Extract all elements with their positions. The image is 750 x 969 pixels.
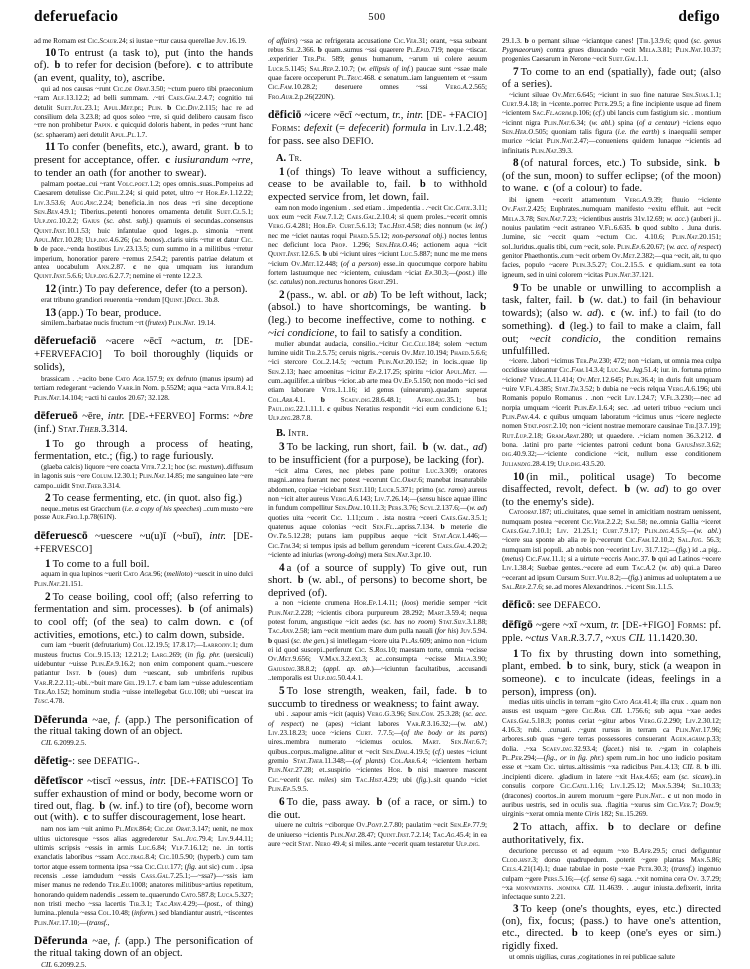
citation-block: a non ~iciente crumena Hor.Ep.1.4.11; (loos) meridie semper ~icit Plin.Nat.2.228; ~icientis cibora purpureum 28.292; Mart.3.59.4; nequa potest forum, angustique ~icit aedes (sc. has no room) Stat.Silv.3.1.88; Tac.Ann.2.58; iam ~ecit mentium mare dum pulla nauali (for his) Juv.5.94. b quasi (sc. the gen.) si intellegam ~icere uita Pl.As.609; animo non ~icium ei id quod suscepi..perferunt Cic. S.Ros.10; maestam torte, omnia ~ecisse Ov.Met.9.656; V.Max.3.2.ext.3; ac..consumpta ~ecisse Mela.3.90; Gaiusdig.38.8.2; (appl. ap. ab.)—~iciuntun facultatibus, .accusandi ..temporalis est Ulp.dig.50.4.4.1.	[268, 598, 488, 682]
citation-block: 29.1.3. b o pernant siluae ~iciantque canes! [Tib.].3.9.6; quod (sc. genus Pygmaeorum) contra grues diuucando ~ecit Mela.3.81; Plin.Nat.10.37; progenies Caesarum in Nerone ~ecit Suet.Gal.1.1.	[502, 35, 721, 64]
citation-block: neque..metus est Gracchum (i.e. a copy of his speeches) ..cum musto ~ere posse Aur.Fro.1.p.78(61N).	[34, 503, 253, 522]
citation-block: CIL 6.2099.2.5.	[41, 959, 87, 969]
citation-block: ~icere. .labori ~icimus Ter.Ph.230; 472; non ~iciam, ut omnia mea culpa occidisse uideantur Cic.Fam.14.3.4; Luc.Sal.Jug.51.4; iur. in. fortuna primo ~icione? Verg.A.11.414; Ov.Met.12.645; Plin.36.4; in duris fuit umquam ~uire V.Fl.4.385; Stat.Th.3.52; b dubia ne ~ecis relqua Verg.A.6.196; ubi Romanis populo Romanus . .non ~ecit Liv.1.24.7; V.Fl.3.230;—nec ad norpia umquam ~icerit Plin.Ep.1.6.4; sec. .ad ueteri tribuo ~ecium unci Plin.Pan.4.4. c quibus umquam laboratum ~icimus unus ~icere neglecte nomen Stat.post.2.10; non ~icient nostrae memorare causinae Tib.[3.7.19]; Rut.Lup.2.18; Gram.Arat.280; ut quaedere. .~iciam nomen 36.3.212. d bona. .latini pro parte ~icientes patroni cedunt bona GaiusInst.3.62; dig.40.9.32;—~iciente condicione ~icit, nullum esse conditionem Juliandig.28.4.19; Ulp.dig.43.5.20.	[502, 356, 721, 468]
column-middle	[268, 36, 487, 954]
sense-definition: 2 To cease fermenting, etc. (in quot. also fig.)	[45, 492, 242, 505]
sense-number: 4	[279, 561, 285, 574]
dictionary-headword-entry: dēferueō ~ēre, intr. [DE-+FERVEO] Forms: ~bre (inf.) Stat.Theb.3.314.	[34, 409, 253, 436]
sense-number: 3	[513, 903, 519, 916]
cross-reference-entry: dēficō: see DEFAECO.	[502, 598, 601, 612]
sense-definition: 3 To be lacking, run short, fail. b (w. dat., ad) to be insufficient (for a purpose), be lacking (for).	[268, 441, 487, 467]
citation-block: CIL 6.2099.2.5.	[41, 738, 87, 748]
running-head	[34, 8, 720, 30]
sense-definition: 10 (in mil., political usage) To become disaffected, revolt, defect. b (w. ad) to go over (to the enemy's side).	[502, 470, 721, 508]
sense-definition: 3 To keep (one's thoughts, eyes, etc.) directed (on), fix, focus; (pass.) to have one's attention, etc., directed. b to keep (one's eyes or sim.) rigidly fixed.	[502, 903, 721, 953]
citation-block: mulier abundat audacia, consilio..~icitur Cic.Clu.184; solem ~ectum lumine uidit Tib.2.5.75; ceruis nigris..~ceruis Ov.Met.10.194; Phaed.5.6.6; ~ici stercore Col.2.14.5; ~ectum Plin.Nat.20.152; in locis..quae lip Sen.2.13; haec amoenitas ~icitur Ep.2.17.25; spiritu ~icior Apul.Met. —cum..aquilifer..a uiribus ~icior..ab arte mea Ov.Ep.5.150; non modo ~ici sed etiam laborare Vitr.1.1.16; id genus (uinearum)..quadam superat Col.Arb.4.1. b Scaev.dig.28.6.48.1; Afric.dig.35.1; bus Paul.dig.22.1.11.1. c quibus Neratius respondit ~ici eum condicione 6.1; Ulp.dig.28.7.8.	[268, 338, 488, 423]
citation-block: uiuere ne cultris ~ciborque Ov.Pont.2.7.80; paulatim ~ecit Sen.Ep.77.9; de uniuerso ~icientis Plin.Nat.28.47; Quint.Inst.7.2.14; Tac.Ag.45.4; in ea aure ~ecit Stat. Nero 49.4; si miles..ante ~ecerit quam testaretur Ulp.dig.	[268, 820, 487, 849]
sense-definition: 11 To confer (benefits, etc.), award, grant. b to present for acceptance, offer. c iusiurandum ~rre, to tender an oath (for another to swear).	[34, 141, 254, 180]
citation-block: (glaeba calcis) liquore ~ere coacta Vitr.7.2.1; hoc (sc. mustum)..diffusum in lagonis suis ~ere Colum.12.30.1; Plin.Nat.14.85; me sanguineo late ~ere campo..uidit Stat.Theb.3.314.	[34, 461, 253, 490]
dictionary-headword-entry: Dēferunda ~ae, f. (app.) The personification of the ritual taking down of an object.	[34, 712, 253, 738]
dictionary-headword-entry: dēfetīscor ~tiscī ~essus, intr. [DE-+FATISCO] To suffer exhaustion of mind or body, become worn or tired out, flag. b (w. inf.) to tire (of), become worn out (with). c to suffer discouragement, lose heart.	[34, 773, 253, 824]
citation-block: ut omnis uigilias, curas ,cogitationes in rei publicae salute	[509, 951, 675, 961]
sense-number: 2	[279, 289, 285, 302]
citation-block: aquam in qua lupinos ~uerit Cato Agr.96; (meliloto) ~uescit in uino dulci Plin.Nat.21.151.	[34, 569, 253, 588]
sense-number: 13	[45, 306, 57, 319]
citation-block: ad me Romam est Cic.Scaur.24; si iustae ~rtur causa querellae Juv.16.19.	[34, 35, 247, 45]
citation-block: ubi . .sapour amis ~icit (aquis) Verg.G.3.96; Sen.Con. 25.3.28; (sc. acc. of respect) ne (apes) ~iciant labores Var.R.3.16.32;—(w. abl.) Liv.23.18.23; uoce ~iciens Curt. 7.7.5;—(of the body or its parts) uires..membra numerato ~iciemus oculos. Mart. Sen.Nat.6.7; quibus..corpus..maligne..alitur et ~ecit Sen.Dial.4.19.5; (cf.) uestes ~iciunt gremio Stat.Theb.11.348;—(of plants) Col.Arb.6.4; ~icientem herbam Plin.Nat.27.28; et..suspirio ~icientes Hor. b nisi maerore mascent Cic.~ecerit (sc. miles) sim Tac.Hist.4.29; ubi (fig.)..sit quando ~iciet Plin.Ep.5.9.5.	[268, 709, 488, 794]
citation-block: ~icit alma Ceres, nec plebes pane potitur Luc.3.309; oratores magni..antea fuerant nec potest ~ecerunt Cic.Orat.6; manebat insaturabile abdomen, copiae ~iciebant Sest.110; Lucr.5.371; primo (sc. ramo) aureus non ~icit alter aureus Verg.A.6.143; Liv.7.26.14;—(sensu hisce aquae illinc in fundum compellitur Sen.Dial.10.11.3; Pers.3.76; Scyl.2.137.6;—(w. ad) quoties uita ~ecerit Cic. 1.11;cum . .ista nostra ~ceeri Caes.Gal.3.5.1; quatenus aquae colonias ~ecit Sen.Fl...apriss.7.134. b meterie die Ov.Tr.5.12.28; putans iam puppibus aeque ~icit Stat.Ach.1.446;—Cic.Tim.34; si tempus ipsis ad bellum gerendum ~icerent Caes.Gal.4.20.2; ~iciente ad iniurias (wrong-doing) mera Sen.Nat.3.pr.10.	[268, 465, 488, 559]
sense-definition: 6 To die, pass away. b (of a race, or sim.) to die out.	[268, 795, 487, 821]
sense-definition: 1 To fix by thrusting down into something, plant, embed. b to sink, bury, stick (a weapon in someone). c to inculcate (ideas, feelings in a person), impress (on).	[502, 647, 721, 698]
sense-definition: 9 To be unable or unwilling to accomplish a task, falter, fail. b (w. dat.) to fail (in behaviour towards); (also w. ad). c (w. inf.) to fail (to do something). d (leg.) to fail to make a claim, fall out; ~ecit condicio, the condition remains unfulfilled.	[502, 281, 721, 357]
sense-definition: 1 To go through a process of heating, fermentation, etc.; (fig.) to rage furiously.	[34, 438, 253, 463]
sense-number: 1	[45, 557, 51, 570]
sense-definition: 1 To come to a full boil.	[45, 557, 150, 570]
sense-number: 8	[513, 157, 519, 170]
citation-block: qui ad nos causas ~runt Cic.de Orat.3.50; ~ctum puero tibi praeconium ~ram Alf.13.12.2; ad belli summam. .~tri Caes.Gal.2.4.7; cognitio tui detulit Suet.Jul.23.1; Apul.Met.pr.; Plin. b Cic.Div.2.115; hac re ad consilium dela 3.23.8; ad quos soleo ~rre, si quid delibero causam fisco ~rre non prohibetur Papin. c quicquid doloris habent, in pedes ~runt hanc (sc. sphaeram) aeri detulit Apul.Pl.1.7.	[34, 83, 253, 139]
section-label: A. Tr.	[276, 152, 303, 164]
sense-number: 9	[513, 281, 519, 294]
sense-definition: 7 To come to an end (spatially), fade out; (also of a series).	[502, 66, 721, 91]
page-number: 500	[368, 12, 386, 23]
citation-block: of affairs) ~ssa ac refrigerata accusatione Cic.Ver.31; orant, ~ssa subeant rebus Sil.2.366. b quam..sumus ~ssi quaerere Pl.Epid.719; neque ~tiscar. .experirier Ter.Ph. 589; genus humanum, ~arum ui colere aeuum Lucr.5.1145; Sal.Rep.2.10.7; (w. ellipsis of inf.) paucae sunt ~ssae male quae facere occeperunt Pl.Truc.468. c senatum..iam languentem et ~ssum Cic.Fam.10.28.2; deseruere omnes ~ssi Verg.A.2.565; Fro.Aur.2.p.26(220N).	[268, 35, 488, 101]
sense-number: 1	[45, 438, 51, 451]
dictionary-headword-entry: dēfīgō ~gere ~xī ~xum, tr. [DE-+FIGO] Forms: pf. pple. ~ctus Var.R.3.7.7, ~xus CIL 11.1420.30.	[502, 618, 721, 645]
citation-block: cum iam ~buerit (defrutarium) Col.12.19.5; 17.8.17;—Larroinv.1; dum musteus fructus Col.9.15.13; 12.21.2; Larg.269; (in fig. phr. (uersiculi) uidebuntur ~uisse Plin.Ep.9.16.2; non enim component quam..~uescere patiantur Inst. b (oues) dum ~uescant, sub umbriferis rupibus Var.R.2.2.11;–ubi..~buit mare Gel.19.1.7. c bam iam ~uisse adulescentiam Ter.Ad.152; hominum studia ~uisse intellegebat Glu.108; ubi ~uescat ira Tusc.4.78.	[34, 640, 254, 706]
citation-block: ibi ignem ~ecerit attamentum Verg.A.9.39; fluuio ~iciente Ov.Fast.2.425; Euphrates..numquam manifesto ~exitu effluit. aut ~ecit Mela.3.78; Sen.Nat.7.23; ~icientibus austris 31v.12.69; w. acc.) (auberi ji.. nouius paulatim ~ecit astraneo V.Fl.6.635. b quod sublto . .luna duris. .lumine, sic ~eccit quam ~ectum Cic. 4.10.6; Plin.Nat.20.151; sol..luridus..qualis tibi, cum ~ecit, sole. Plin.Ep.6.20.67; (w. acc. of respect) genitor Phaethontis..cum ~ecit orbem Ov.Met.2.382;—qua ~ecit, ait, tu quo facies, populo ~acere Plin.3.5.27; Col.2.15.5. c quidiam..sunt ea tota igneum, sed in uini colorem ~icitas Plin.Nat.37.121.	[502, 194, 722, 279]
sense-number: 2	[513, 821, 519, 834]
sense-number: 2	[45, 590, 51, 603]
column-container	[34, 35, 722, 969]
running-head-left: deferuefacio	[34, 8, 119, 25]
sense-definition: 12 (intr.) To pay deference, defer (to a person).	[45, 283, 248, 296]
sense-definition: 2 To attach, affix. b to declare or define authoritatively, fix.	[502, 821, 721, 847]
citation-block: erat tribuno grandiori reuerentia ~rendum [Quint.]Decl. 3b.8.	[41, 294, 220, 304]
citation-block: medias uitis uinclis in terram ~gito Cato Agr.41.4; illa crux . .quam non ausus est usquam ~gere Cic.Rab. CIL 1.756.6; sub aqua ~xae aedes Caes.Gal.5.18.3; pontus ceriat ~gitur arbos Verg.G.2.290; Liv.2.30.12; 4.16.3; rubi. .curuati. .~gunt rursus in terram ca Plin.Nat.17.96; arbores..sub quas ~gere terras possessores consuerant Agen.agrim.p.33; dolia. .~xa Scaev.dig.32.93.4; (facet.) nisi te. .~gam in colapheis Pl.Per.294;—(fig., or in fig. phr.) spem rum..in hoc uno iudicio positam esse et ~xam Cic. uirtus..altissimis ~xa radicibus Phil.4.13; CIL 8. b illi. .incipienti dicere. .gladium in latere ~xit Har.4.65; eam (sc. sicam)..in consulis corpore Cic.Catil.1.16; Liv.1.25.12; Man.5.394; Sil.10.33; (dracones) coortos..in aurem moruum ~gere Plin.Nat.. c ut non modo in auribus uestris, sed in oculis sua. .flagitia ~xurus sim Cic.Ver.7; Dom.9; uirginis ~xerat omnia mente Ciris 182; Sil.15.269.	[502, 697, 722, 819]
sense-number: 7	[513, 66, 519, 79]
sense-number: 10	[513, 470, 525, 483]
column-right	[502, 35, 722, 961]
sense-number: 1	[513, 647, 519, 660]
sense-definition: 2 To cease boiling, cool off; (also referring to fermentation and sim. processes). b (of animals) to cool off; (of the sea) to calm down. c (of activities, emotions, etc.) to calm down, subside.	[34, 590, 253, 641]
sense-definition: 2 (pass., w. abl. or ab) To be left without, lack; (absol.) to have shortcomings, be wanting. b (leg.) to become ineffective, come to nothing. c ~ici condicione, to fail to satisfy a condition.	[268, 289, 487, 340]
citation-block: similem..barbatae nucis fructum ~rt (frutex) Plin.Nat. 19.14.	[41, 318, 216, 328]
cross-reference-entry: dēfetig-: see DEFATIG-.	[34, 753, 140, 767]
column-left	[34, 35, 254, 969]
sense-number: 3	[279, 441, 285, 454]
sense-definition: 5 To lose strength, weaken, fail, fade. b to succumb to tiredness or weakness; to faint away.	[268, 684, 487, 710]
sense-number: 2	[45, 492, 51, 505]
dictionary-headword-entry: dēferuefaciō ~acere ~ēcī ~actum, tr. [DE- +FERVEFACIO] To boil thoroughly (liquids or solids),	[34, 334, 253, 374]
section-label: B. Intr.	[276, 427, 309, 439]
sense-definition: 13 (app.) To bear, produce.	[45, 306, 162, 319]
dictionary-headword-entry: dēferuescō ~uescere ~u(u)ī (~buī), intr. [DE-+FERVESCO]	[34, 528, 253, 555]
citation-block: nam nos iam ~uit animo Pl.Men.864; Cic.de Orat.3.147; uenit, ne mox ultius uictoresque ~ssos alias aggrederetur Sal.Jug.79.4; Liv.9.44.11; ultimis scripsis ~essis in armis Luc.6.84; Vlp.7.16.12; ne. .in tortis exanclatis laboribus ~ssam Acc.trag.8.4; Cic.10.5.90; (hyperb.) cum tam tortor atque essem tormenta ipsa ~ssa Cic.Clu.177; (fig. aut sic) cum . .ipsa recensis ..esse iamdudum ~essis Cass.Gal.7.25.1;—~ssa?)—~ssis iam miser manus ne redendo Ter.Eu.1008; anatores militibus~artius repetitum, honorando quidem nadendis ..essem te..quaerundo Cato.587.8; Luca.5.327; non tristi mecho ~ssa lacertis Tib.3.1; Tac.Ann.4.29;—(post., of thing) lumina..plenula ~essa Col.10.48; (inform.) sed blandiantur austri, ~tiscentes Plin.Nat.17.10;—(transf.,	[34, 824, 254, 927]
sense-definition: 4 a (of a source of supply) To give out, run short. b (w. abl., of persons) to become short, be deprived (of).	[268, 561, 487, 599]
citation-block: palmam poetae..cui ~rant Volc.poet.1.2; opes omnis..suas..Pompeius ad Caesarem detulisse Cic.Phil.2.24; si quid petet, ultro ~r Hor.Ep.1.12.22; Liv.3.53.6; Aug.Anc.2.24; beneficia..in nos deas ~ri sine deceptione Sen.Ben.4.9.1; Tiberius..petenti honores ornamenta detulit Suet.Cl.5.1; Ulp.dig.10.2.2; Gaius (sc. abst. subj.) quamuis ei secundas..consensus Quint.Inst.10.1.53; huic infantulae quod leges..p. simonia ~rrent Apul.Met.10.28; Ulp.dig.4.6.26; (sc. bonos)..claris uiris ~rtur et datur Cic. b de pace..~enda hostibus Liv.23.13.5; cum summo in a militibus ~rretur imperium, honoratior parere ~remus 2.54.2; parentis patriae delatum et antea uocabulum Ann.2.87. c ne qua umquam ius iurandum Quint.Inst.5.6.6; Ulp.dig.6.2.7.7; nemine ei ~rente 12.2.3.	[34, 178, 254, 281]
dictionary-headword-entry: dēficiō ~icere ~ēcī ~ectum, tr., intr. [DE- +FACIO] Forms: defexit (= defecerit) formula in Liv.1.2.48; for pass. see also DEFIO.	[268, 107, 487, 147]
dictionary-headword-entry: Dēferunda ~ae, f. (app.) The personification of the ritual taking down of an object.	[34, 934, 253, 960]
sense-number: 12	[45, 283, 57, 296]
running-head-right: defigo	[678, 8, 720, 25]
citation-block: brassicam . .~acito bene Cato Agr.157.9; ex defruto (manus ipsum) ad tertiam redegerant ~aciendo Varr.in Nom. p.552M; aqua ~acta Vitr.8.4.1; Plin.Nat.14.104; ~acti hi caulos 20.67; 32.128.	[34, 374, 253, 402]
sense-definition: 1 (of things) To leave without a sufficiency, cease to be available to, fail. b to withhold expected service from, let down, fail.	[268, 166, 487, 204]
sense-definition: 10 To entrust (a task to), put (into the hands of). b to refer for decision (before). c to attribute (an event, quality, to), ascribe.	[34, 47, 253, 85]
citation-block: eam non modo ingenium . .sed etiam . .impedentia . .~ecit Cic.Catil.3.11; uox eum ~ecit Fam.7.1.2; Caes.Gal.2.10.4; si quem proles..~ecerit omnis Verg.G.4.281; Hor.Ep. Curt.5.6.13; Tac.Hist.4.58; dies nonnum (w. inf.) nec me ~iciet nautas roqui Phaed.5.5.12; non-personal obj.) noctes lentus nec deficiunt loca Prop. 1.296; Sen.Her.O.46; actionem aqua ~icit Quint.Inst.12.6.5. b ubi ~iciunt uires ~iciunt Luc.5.887; nunc me me mens ~icium Ov.Met.12.448; (of a person) esse..in quocumque corpore habitu fortem lastuumque nec ~icientem, cuiusdam ~iciat Ep.30.3;—(post.) ille (sc. catulus) non..recturus honores Grat.291.	[268, 202, 487, 287]
sense-definition: 8 (of natural forces, etc.) To subside, sink. b (of the sun, moon) to suffer eclipse; (of the moon) to wane. c (of a colour) to fade.	[502, 157, 721, 195]
citation-block: Catoorat.187; uti..ciuitates, quae semel in amicitiam nostram uenissent, numquam postea ~ecerent Cic.Ver.2.2.2; Sal.58; ne..omnia Gallia ~iceret Caes.Gal.7.10.1; Liv. 21.25.1; Curt.7.9.17; Plin.dig.4.5.5;—(w. abl.) ~icere sua sponte ab alia re ip.~ecerunt Cic.Fam.12.10.2; Sal.Jug. 56.3; numquam isti populi. .ab nobis non ~ecerint Liv. 31.7.12;—(fig.) id ..a pig..(metus) Cic.Fam.11.1; si a uirtute ~eccris Amic.37. b qui ad Latinos ~ecere Liv.1.38.4; Suebae gentes..~ecere ad eum Tac.A.2 (w. ab) qui..a Dareo ~ecerant ad ipsum Cursum Suet.Vul.8.2;—(fig.) animus ad uoluptatem a ue Sal.Rep.2.7.6; se..ad mores Alexandrinos. .~icent Sir.1.1.5.	[502, 507, 722, 591]
citation-block: decurione percusso et ad equum ~xo B.Afr.29.5; cruci defiguntur Clod.hist.3; dorso quadrupedum. .poterit ~gere plantas Man.5.86; Cels.4.21(14).1; duae tabulae in poste ~xae Petr.30.3; (transf.) ingenuo culpam ~gere Pers.5.16;—(cf. sense 6) saga. .~xit nomina cera Ov. 3.7.29; ~xa monvmentis. .nomina CIL 11.4639. . .augur iniusta..defixerit, inrita infectaque sunto 2.21.	[502, 845, 722, 902]
sense-number: 5	[279, 684, 285, 697]
sense-number: 1	[279, 166, 285, 179]
sense-number: 11	[45, 141, 56, 154]
sense-number: 6	[279, 795, 285, 808]
sense-number: 10	[45, 47, 57, 60]
citation-block: ~iciunt siluae Ov.Met.6.645; ~iciunt in suo fine naturae Sen.Suas.1.1; Curt.9.4.18; in ~icente..porrec Petr.29.5; a fine incipiente usque ad finem ~icientem Sac.Fl.agrim.p.106; (cf.) ubi lancis cum fastigium sic. . montium ~icinnt nigra Plin.Nat.6.34; (w. abl.) spina (of a centaur) ~iciens equo Sen.Her.O.505; quoniam talis figura (i.e. the earth) s inaequalii semper murice ~iciat Plin.Nat.2.47;—conueniens quidem lunaque ~icientis ad infinitatis Plin.Nat.39.3.	[502, 89, 721, 155]
